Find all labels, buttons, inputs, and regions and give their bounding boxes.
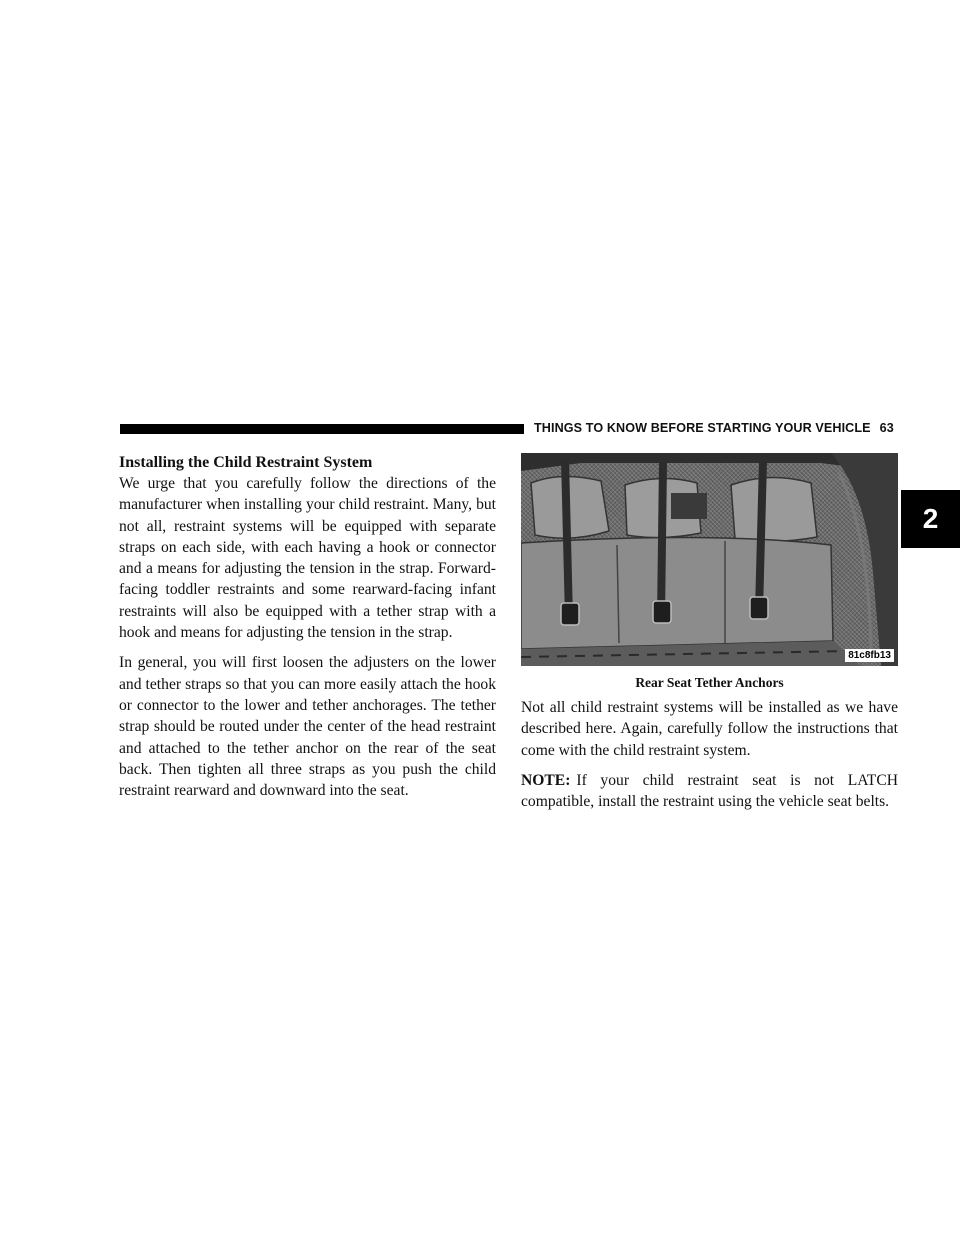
tether-anchor-center: [653, 601, 671, 623]
tether-strap-right: [759, 461, 763, 611]
body-paragraph: We urge that you carefully follow the directions of the manufacturer when installing your child restraint. Many, but not all, restraint systems will be equipped with separate straps on each side, with each having a hook or connector and a means for adjusting the tension in the strap. Forward-facing toddler restraints and some rearward-facing infant restraints will also be equipped with a tether strap with a hook and means for adjusting the tension in the strap.: [119, 475, 496, 642]
note-paragraph: [521, 770, 898, 813]
vehicle-interior-illustration: [521, 453, 898, 666]
rear-seat-tether-anchors-image: [521, 453, 898, 666]
figure-caption: Rear Seat Tether Anchors: [635, 675, 784, 690]
tether-anchor-right: [750, 597, 768, 619]
note-label: NOTE:: [521, 771, 571, 789]
section-heading: Installing the Child Restraint System: [119, 454, 373, 471]
image-code: 81c8fb13: [845, 649, 894, 662]
tether-strap-center: [661, 463, 663, 618]
chapter-tab: 2: [901, 490, 960, 548]
dash-panel: [671, 493, 707, 519]
body-paragraph: Not all child restraint systems will be installed as we have described here. Again, carefully follow the instructions that come with the child restraint system.: [521, 699, 898, 759]
tether-anchor-left: [561, 603, 579, 625]
header-rule: [120, 424, 524, 434]
note-text: If your child restraint seat is not LATCH compatible, install the restraint using the vehicle seat belts.: [521, 771, 898, 811]
page-number: 63: [879, 421, 894, 435]
tether-strap-left: [565, 459, 569, 618]
running-header: [534, 421, 894, 435]
left-column: [119, 452, 496, 801]
right-column: [521, 453, 898, 812]
body-paragraph: In general, you will first loosen the adjusters on the lower and tether straps so that you can more easily attach the hook or connector to the lower and tether anchorages. The tether strap should be routed under the center of the head restraint and attached to the tether anchor on the rear of the seat back. Then tighten all three straps as you push the child restraint rearward and downward into the seat.: [119, 654, 496, 800]
chapter-title: THINGS TO KNOW BEFORE STARTING YOUR VEHICLE: [534, 421, 871, 435]
headrest-right: [731, 477, 817, 541]
